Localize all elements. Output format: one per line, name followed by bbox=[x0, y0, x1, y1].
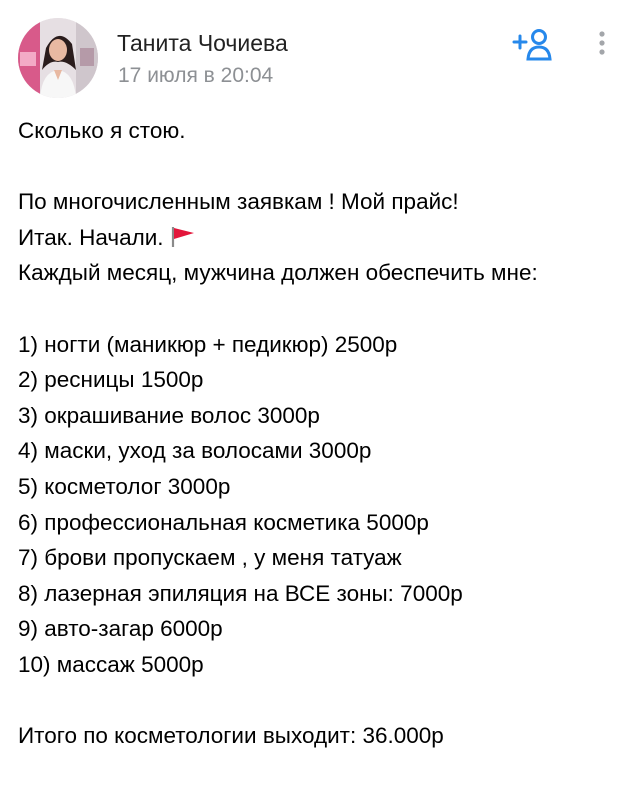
price-item: 6) профессиональная косметика 5000р bbox=[18, 509, 429, 535]
red-flag-icon bbox=[170, 224, 196, 260]
post-date[interactable]: 17 июля в 20:04 bbox=[118, 64, 274, 87]
blank-line bbox=[18, 683, 622, 719]
price-item: 9) авто-загар 6000р bbox=[18, 616, 223, 642]
blank-line bbox=[18, 149, 622, 185]
monthly-line: Каждый месяц, мужчина должен обеспечить мне: bbox=[18, 260, 538, 286]
total-line: Итого по косметологии выходит: 36.000р bbox=[18, 723, 444, 749]
post-header bbox=[18, 18, 622, 100]
more-button[interactable] bbox=[590, 28, 614, 62]
price-item: 1) ногти (маникюр + педикюр) 2500р bbox=[18, 331, 398, 357]
price-item: 7) брови пропускаем , у меня татуаж bbox=[18, 545, 402, 571]
blank-line bbox=[18, 291, 622, 327]
price-item: 8) лазерная эпиляция на ВСЕ зоны: 7000р bbox=[18, 580, 463, 606]
price-item: 10) массаж 5000р bbox=[18, 651, 204, 677]
add-friend-button[interactable] bbox=[512, 28, 554, 62]
post-title-line: Сколько я стою. bbox=[18, 118, 186, 143]
post-text bbox=[18, 113, 622, 754]
price-item: 2) ресницы 1500р bbox=[18, 367, 204, 393]
intro-line: По многочисленным заявкам ! Мой прайс! bbox=[18, 189, 459, 215]
start-text: Итак. Начали. bbox=[18, 224, 164, 250]
start-line bbox=[18, 220, 622, 256]
add-friend-icon bbox=[512, 28, 554, 62]
price-item: 5) косметолог 3000р bbox=[18, 473, 231, 499]
avatar-photo bbox=[18, 18, 98, 98]
price-item: 4) маски, уход за волосами 3000р bbox=[18, 438, 372, 464]
price-item: 3) окрашивание волос 3000р bbox=[18, 402, 320, 428]
author-name[interactable]: Танита Чочиева bbox=[117, 30, 288, 56]
avatar[interactable] bbox=[18, 18, 98, 98]
more-vertical-icon bbox=[590, 28, 614, 62]
